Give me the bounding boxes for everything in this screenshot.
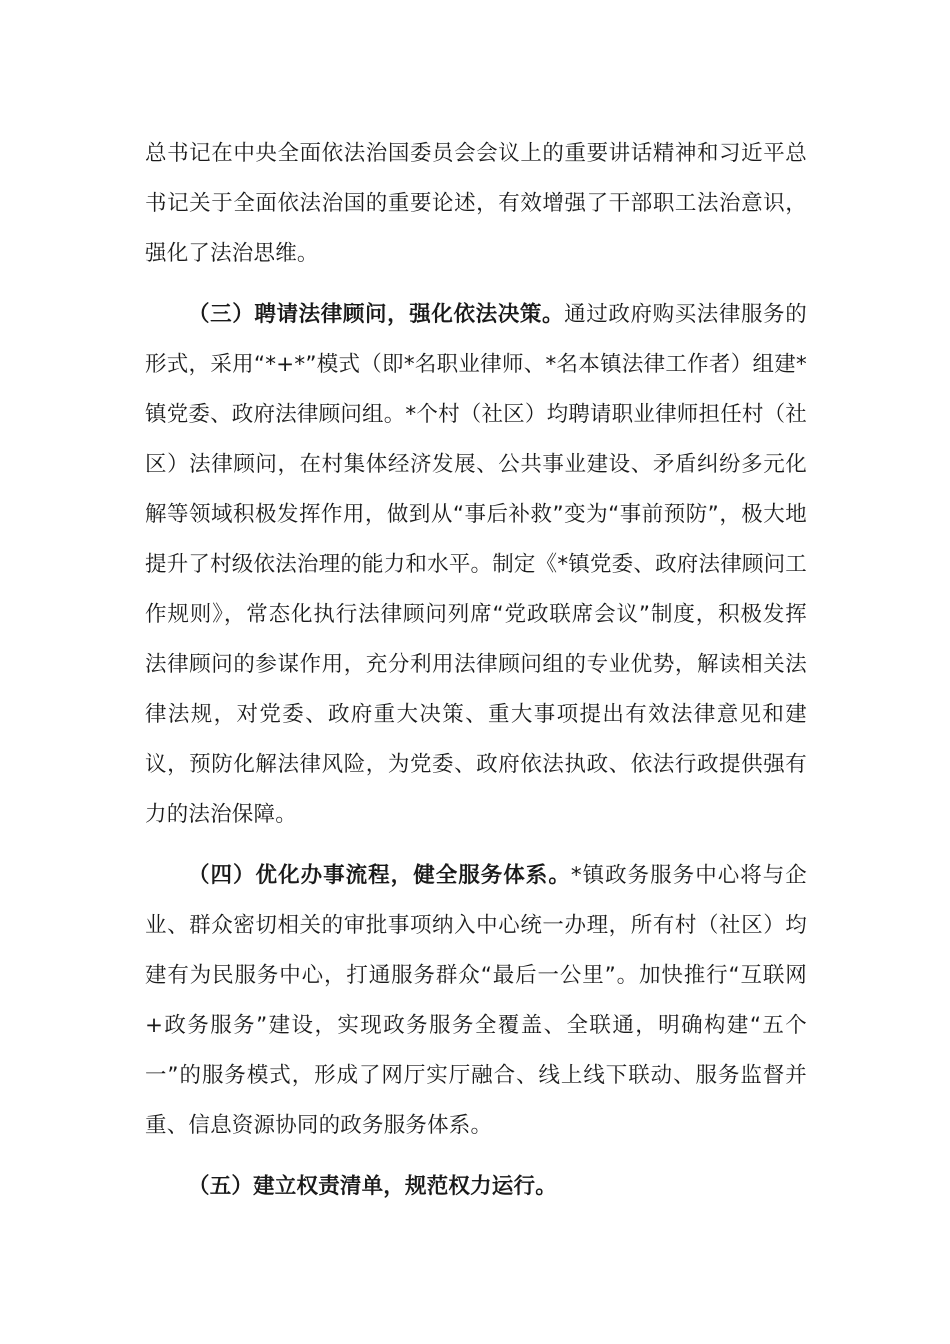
paragraph-1-text: 总书记在中央全面依法治国委员会会议上的重要讲话精神和习近平总书记关于全面依法治国的重要论述，有效增强了干部职工法治意识，强化了法治思维。: [145, 141, 807, 266]
section-heading-4: （四）优化办事流程，健全服务体系。: [188, 863, 571, 888]
paragraph-3: [145, 851, 807, 1151]
paragraph-2: [145, 290, 807, 840]
document-page: [145, 129, 807, 1212]
paragraph-1: [145, 129, 807, 279]
paragraph-3-text: *镇政务服务中心将与企业、群众密切相关的审批事项纳入中心统一办理，所有村（社区）均建有为民服务中心，打通服务群众“最后一公里”。加快推行“互联网+政务服务”建设，实现政务服务全覆盖、全联通，明确构建“五个一”的服务模式，形成了网厅实厅融合、线上线下联动、服务监督并重、信息资源协同的政务服务体系。: [145, 863, 807, 1138]
paragraph-gap: [145, 1151, 807, 1162]
paragraph-gap: [145, 840, 807, 851]
paragraph-gap: [145, 279, 807, 290]
section-heading-5: （五）建立权责清单，规范权力运行。: [188, 1174, 557, 1199]
paragraph-4: [145, 1162, 807, 1212]
paragraph-2-text: 通过政府购买法律服务的形式，采用“*+*”模式（即*名职业律师、*名本镇法律工作者）组建*镇党委、政府法律顾问组。*个村（社区）均聘请职业律师担任村（社区）法律顾问，在村集体经济发展、公共事业建设、矛盾纠纷多元化解等领域积极发挥作用，做到从“事后补救”变为“事前预防”，极大地提升了村级依法治理的能力和水平。制定《*镇党委、政府法律顾问工作规则》，常态化执行法律顾问列席“党政联席会议”制度，积极发挥法律顾问的参谋作用，充分利用法律顾问组的专业优势，解读相关法律法规，对党委、政府重大决策、重大事项提出有效法律意见和建议，预防化解法律风险，为党委、政府依法执政、依法行政提供强有力的法治保障。: [145, 302, 807, 827]
section-heading-3: （三）聘请法律顾问，强化依法决策。: [188, 302, 565, 327]
